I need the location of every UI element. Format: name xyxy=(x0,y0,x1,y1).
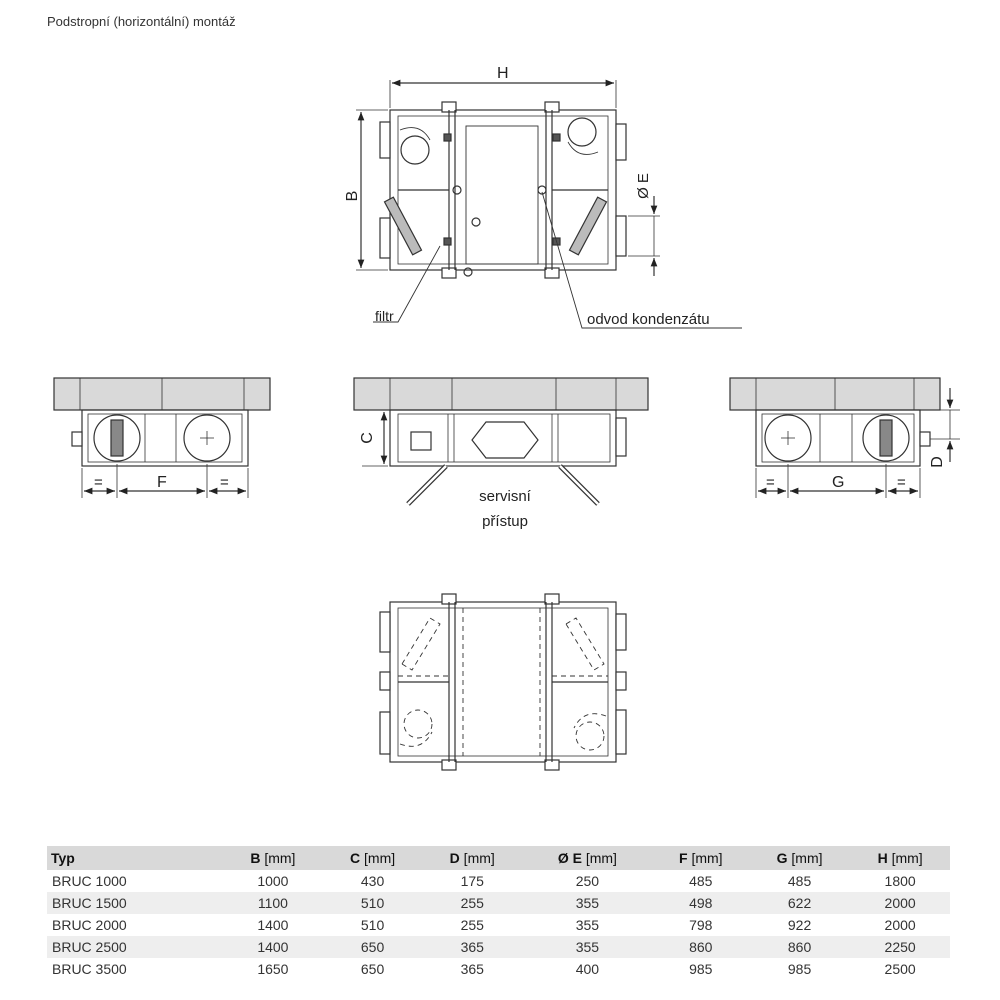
col-f: F [mm] xyxy=(653,846,749,870)
table-row: BRUC 2500 1400 650 365 355 860 860 2250 xyxy=(47,936,950,958)
dim-e-label: Ø E xyxy=(635,173,652,199)
col-c: C [mm] xyxy=(323,846,423,870)
top-view xyxy=(356,80,742,328)
service-label-1: servisní xyxy=(479,488,531,505)
side-view-right xyxy=(730,378,960,498)
condensate-label: odvod kondenzátu xyxy=(587,311,710,328)
table-row: BRUC 1000 1000 430 175 250 485 485 1800 xyxy=(52,873,916,889)
dim-d-label: D xyxy=(929,456,946,468)
service-label-2: přístup xyxy=(482,513,528,530)
page-title: Podstropní (horizontální) montáž xyxy=(47,14,236,29)
bottom-view xyxy=(380,594,626,770)
dim-eq-right-2: = xyxy=(897,474,906,491)
col-b: B [mm] xyxy=(223,846,323,870)
dim-eq-left-2: = xyxy=(220,474,229,491)
table-row: BRUC 2000 1400 510 255 355 798 922 2000 xyxy=(52,917,916,933)
dim-c-label: C xyxy=(359,432,376,444)
table-header-row xyxy=(47,846,950,870)
table-row: BRUC 1500 1100 510 255 355 498 622 2000 xyxy=(47,892,950,914)
table-row: BRUC 3500 1650 650 365 400 985 985 2500 xyxy=(52,961,916,977)
dim-f-label: F xyxy=(157,474,167,491)
front-view xyxy=(354,378,648,504)
col-h: H [mm] xyxy=(850,846,950,870)
col-e: Ø E [mm] xyxy=(522,846,653,870)
col-d: D [mm] xyxy=(422,846,522,870)
dim-h-label: H xyxy=(497,65,509,82)
col-typ: Typ xyxy=(47,846,223,870)
filter-label: filtr xyxy=(375,308,394,324)
dim-eq-right-1: = xyxy=(766,474,775,491)
dim-g-label: G xyxy=(832,474,845,491)
col-g: G [mm] xyxy=(749,846,850,870)
dimensions-table xyxy=(47,846,950,980)
dim-b-label: B xyxy=(344,190,361,202)
dim-eq-left-1: = xyxy=(94,474,103,491)
